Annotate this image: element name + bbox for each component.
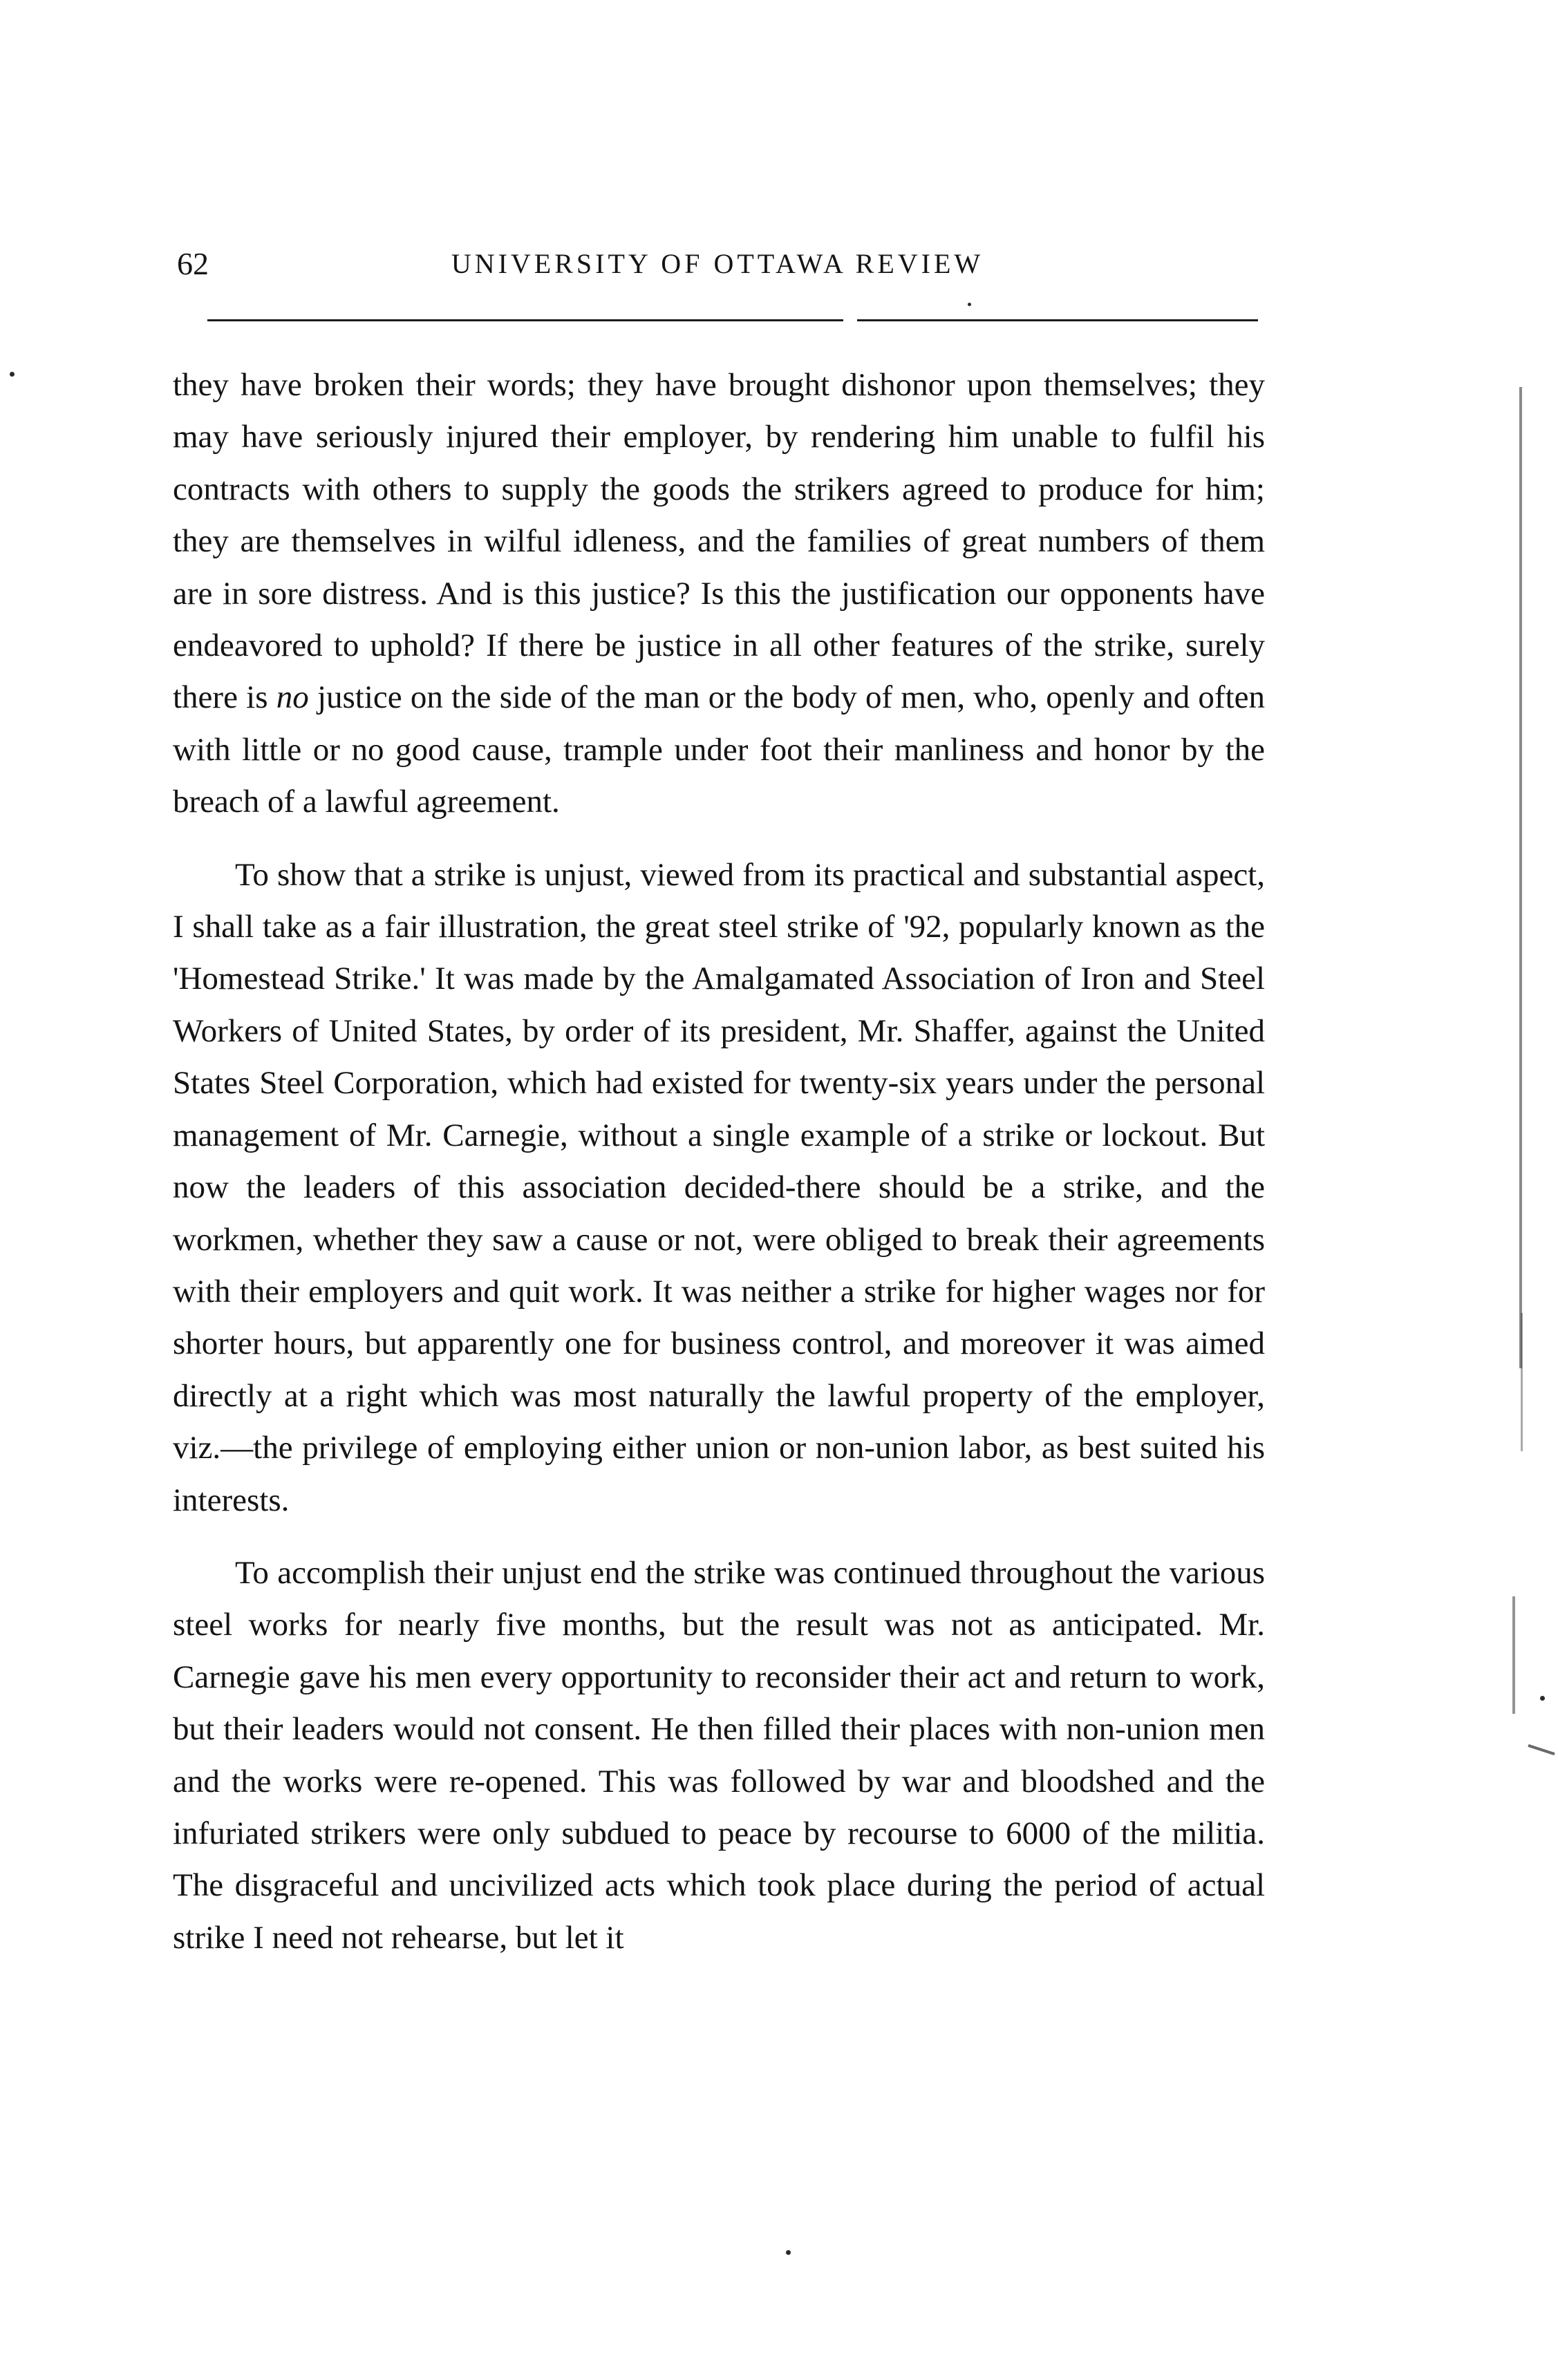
scan-margin-line <box>1519 387 1522 1368</box>
scan-dot <box>786 2250 791 2255</box>
scan-dot <box>968 303 971 306</box>
paragraph-2: To show that a strike is unjust, viewed from its practical and substantial aspect, I shall take as a fair illustration, the great steel strike of '92, popularly known as the 'Homestead Strike.' It was made by the Amalgamated Association of Iron and Steel Workers of United States, by order of its president, Mr. Shaffer, against the United States Steel Corporation, which had existed for twenty-six years under the personal management of Mr. Carnegie, without a single example of a strike or lockout. But now the leaders of this association decided-there should be a strike, and the workmen, whether they saw a cause or not, were obliged to break their agreements with their employers and quit work. It was neither a strike for higher wages nor for shorter hours, but apparently one for business control, and moreover it was aimed directly at a right which was most naturally the lawful property of the employer, viz.—the privilege of employing either union or non-union labor, as best suited his interests. <box>173 856 1265 1518</box>
paragraph-1 <box>173 359 1265 829</box>
header-rule-right <box>857 319 1258 321</box>
paragraph-3: To accomplish their unjust end the strike was continued throughout the various steel works for nearly five months, but the result was not as anticipated. Mr. Carnegie gave his men every opportunity to reconsider their act and return to work, but their leaders would not consent. He then filled their places with non-union men and the works were re-opened. This was followed by war and bloodshed and the infuriated strikers were only subdued to peace by recourse to 6000 of the militia. The disgraceful and uncivilized acts which took place during the period of actual strike I need not rehearse, but let it <box>173 1554 1265 1956</box>
paragraph-1-emphasis: no <box>276 679 309 716</box>
scan-margin-dash <box>1528 1744 1555 1755</box>
running-head: UNIVERSITY OF OTTAWA REVIEW <box>451 248 984 279</box>
scan-margin-mark <box>1512 1596 1515 1714</box>
header-rule-left <box>207 319 843 321</box>
scan-dot <box>1540 1696 1545 1701</box>
paragraph-1-before: they have broken their words; they have brought dishonor upon themselves; they may have seriously injured their employer, by rendering him unable to fulfil his contracts with others to supply the goods the strikers agreed to produce for him; they are themselves in wilful idleness, and the families of great numbers of them are in sore distress. And is this justice? Is this the justification our opponents have endeavored to uphold? If there be justice in all other features of the strike, surely there is <box>173 367 1265 716</box>
paragraph-1-after: justice on the side of the man or the body of men, who, openly and often with little or no good cause, trample under foot their manliness and honor by the breach of a lawful agreement. <box>173 679 1265 820</box>
scan-margin-mark <box>1521 1313 1523 1451</box>
page-number: 62 <box>177 246 209 281</box>
page-header <box>177 243 1258 285</box>
body-text <box>173 359 1265 1964</box>
scan-dot <box>10 372 15 377</box>
